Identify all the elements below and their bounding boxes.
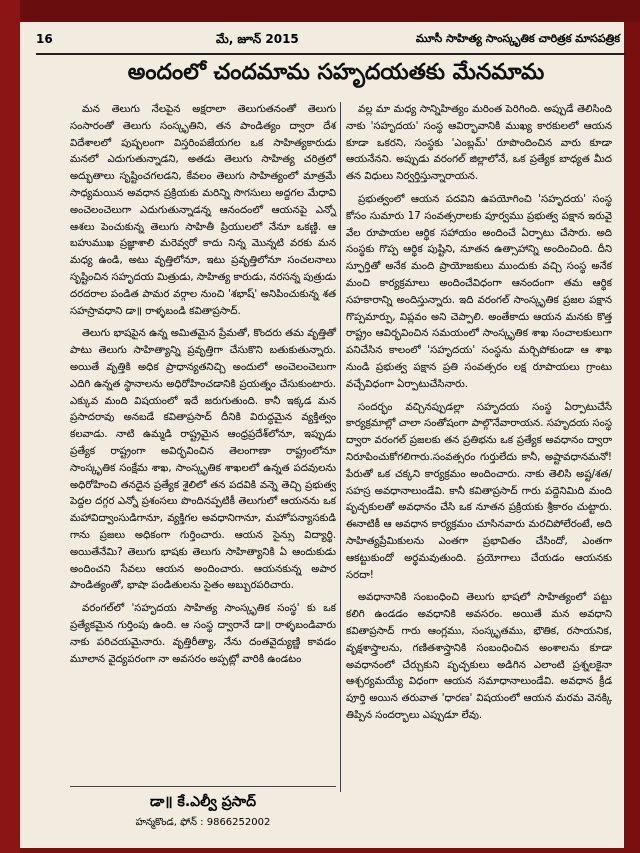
page-number: 16 <box>36 32 53 46</box>
magazine-name: మూసీ సాహిత్య సాంస్కృతిక చారిత్రక మాసపత్రిక <box>415 32 620 45</box>
article-title: అందంలో చందమామ సహృదయతకు మేనమామ <box>127 60 545 85</box>
author-rule <box>70 786 336 787</box>
author-name: డా॥ కే.ఎల్వీ ప్రసాద్ <box>150 794 256 810</box>
issue-date: మే, జూన్ 2015 <box>216 32 299 46</box>
author-place-phone: హన్మకొండ, ఫోన్ : 9866252002 <box>135 817 271 828</box>
paragraph: సందర్భం వచ్చినప్పుడల్లా సహృదయ సంస్థ ఏర్పాటుచేసే కార్యక్రమాల్లో చాలా సంతోషంగా పాల్గొనేవారాయన. సహృదయ సంస్థ ద్వారా వరంగల్ ప్రజలకు తన ప్రతిభను ఒక ప్రత్యేక అవధానం ద్వారా నిరూపించుకోగలిగారు.సంవత్సరం గుర్తులేదు కానీ, అష్టావధానమనో! పేరుతో ఒక చక్కని కార్యక్రమం అందించారు. నాకు తెలిసి అష్ట/శత/సహస్ర అవధానాలుండేవి. కానీ కవితాప్రసాద్ గారు పద్దెనిమిది మంది పృచ్ఛకులతో అవధానం చేసి ఒక నూతన ప్రక్రియకు శ్రీకారం చుట్టారు. ఈనాటికీ ఆ అవధాన కార్యక్రమం చూసినవారు మరచిపోలేరంటే, అది సాహిత్యప్రేమికులను ఎంతగా ప్రభావితం చేసిందో, ఎంతగా ఆకట్టుకుందో అర్థమవుతుంది. ప్రయోగాలు చేయడం ఆయనకు సరదా! <box>346 401 612 581</box>
header-rule <box>36 53 626 55</box>
paragraph: వల్ల మా మధ్య సాన్నిహిత్యం మరింత పెరిగింది. అప్పుడే తెలిసింది నాకు 'సహృదయ' సంస్థ ఆవిర్భావానికి ముఖ్య కారకులలో ఆయన కూడా ఒకరని, సంస్థకు 'ఎంబ్లమ్' రూపొందించిన వారు కూడా ఆయనేనని. అప్పుడు వరంగల్ జిల్లాలోనే, ఒక ప్రత్యేక బాధ్యత మీద తన విధులు నిర్వర్తిస్తున్నారాయన. <box>346 104 612 183</box>
page-top-edge <box>0 0 640 22</box>
paragraph: మన తెలుగు నేలపైన అక్షరాలా తెలుగుతనంతో తెలుగు సంసారంతో తెలుగు సంస్కృతిని, తన పాండిత్యం ద్వారా దేశ విదేశాలలో పుష్పలంగా విస్తరింపజేయగల ఒక సాహిత్యకారుడు మనలో ఎదుగుతున్నాడని, అతడు తెలుగు సాహిత్య చరిత్రలో అద్భుతాలు సృష్టించగలడని, కేవలం తెలుగు సాహిత్యంలో మాత్రమే సాధ్యమయిన అవధాన ప్రక్రియకు మరిన్ని సొగసులు అద్దగల మేధావి అంచెలంచెలుగా ఎదుగుతున్నాడన్న ఆనందంలో ఆయనపై ఎన్నో ఆశలు పెంచుకున్న తెలుగు సాహితీ ప్రియులలో నేనూ ఒకణ్ణి. ఆ బహుముఖ ప్రజ్ఞాశాలి మరెవ్వరో కాదు నిన్న మొన్నటి వరకు మన మధ్య ఉండి, అటు వృత్తిలోనూ, ఇటు ప్రవృత్తిలోనూ సంచలనాలు సృష్టించిన సహృదయ మిత్రుడు, సాహిత్య కారుడు, నరసన్న పుత్రుడు దరదరాల పండిత పామర వర్గాల నుంచి 'శభాష్' అనిపించుకున్న శత సహస్రావధాని డా॥ రాళ్ళబండి కవితాప్రసాద్. <box>70 104 336 317</box>
article-column-left <box>70 102 336 674</box>
paragraph: తెలుగు భాషపైన ఉన్న అమితమైన ప్రేమతో, కొందరు తమ వృత్తితో పాటు తెలుగు సాహిత్యాన్ని ప్రవృత్తిగా చేసుకొని బతుకుతున్నారు. అయితే వృత్తికి అధిక ప్రాధాన్యతనిచ్చి అందులో అంచెలంచెలుగా ఎదిగి ఉన్నత స్థానాలను అధిరోహించడానికి ప్రయత్నం చేసుకుంటారు. ఎక్కువ మంది విషయంలో ఇదే జరుగుతుంది. కానీ ఇక్కడ మన ప్రసాదరావు అనబడే కవితాప్రసాద్ దీనికి విరుద్ధమైన వ్యక్తిత్వం కలవాడు. నాటి ఉమ్మడి రాష్ట్రమైన ఆంధ్రప్రదేశ్‌లోనూ, ఇప్పుడు ప్రత్యేక రాష్ట్రంగా అవిర్భవించిన తెలంగాణా రాష్ట్రంలోనూ సాంస్కృతిక సంక్షేమ శాఖ, సాంస్కృతిక శాఖలలో ఉన్నత పదవులను అధిరోహించి తనదైన ప్రత్యేక శైలిలో తన పదవికి వన్నె తెచ్చి ప్రభుత్వ పెద్దల దగ్గర ఎన్నో ప్రశంసలు పొందినప్పటికీ తెలుగులో ఆయనను ఒక మహావిద్వాంసుడిగానూ, వ్యక్తిగల అవధానిగానూ, మహోపన్యాసకుడి గాను ప్రజలు అధికంగా గుర్తించారు. ఆయన సైన్సు విద్యార్థి. అయితేనేమి? తెలుగు భాషకు తెలుగు సాహిత్యానికి ఏ ఆందుకుడు అందించని సేవలు ఆయన అందించారు. ఆయనకున్న అపార పాండిత్యంతో, భాషా పండితులను సైతం అబ్బురపరిచారు. <box>70 328 336 592</box>
page-header <box>36 32 626 52</box>
paragraph: అవధానానికి సంబంధించి తెలుగు భాషలో సాహిత్యంలో పట్టు కలిగి ఉండడం అవధానికి అవసరం. అయితే మన అవధాని కవితాప్రసాద్ గారు ఆంగ్లము, సంస్కృతము, భౌతిక, రసాయనిక, వృక్షశాస్త్రాలను, గణితశాస్త్రానికి సంబంధించిన అంశాలను కూడా అవధానంలో చేర్చుకుని పృచ్ఛకులు అడిగిన ఎలాంటి ప్రశ్నలకైనా ఆశ్చర్యమయ్యే విధంగా ఆయన సమాధానాలుండేవి. అవధాన క్రీడ పూర్తి అయిన తరువాత 'ధారణ' విషయంలో ఆయన మరమ వెనక్కి తిప్పిన సందర్భాలు ఎప్పుడూ లేవు. <box>346 592 612 721</box>
column-divider <box>340 102 341 792</box>
page-left-edge <box>0 0 20 853</box>
paragraph: ప్రభుత్వంలో ఆయన పదవిని ఉపయోగించి 'సహృదయ' సంస్థ కోసం సుమారు 17 సంవత్సరాలకు పూర్వము ప్రభుత్వ పక్షాన ఇరువై వేల రూపాయల ఆర్థిక సహాయం అందించే ఏర్పాటు చేసారు. అది సంస్థకు గొప్ప ఆర్థిక పుష్టిని, నూతన ఉత్సాహాన్ని అందించింది. దీని స్ఫూర్తితో అనేక మంది ప్రాయోజకులు ముందుకు వచ్చి సంస్థ అనేక మంచి కార్యక్రమాలు అందించేవిధంగా ఆనందంగా తమ ఆర్థిక సహకారాన్ని అందిస్తున్నారు. ఇది వరంగల్ సాంస్కృతిక ప్రజల పక్షాన గొప్పమార్పు, విప్లవం అని చెప్పాలి. అంతేకాదు ఆయన మనకు కొత్త రాష్ట్రం ఆవిర్భవించిన సమయంలో సాంస్కృతిక శాఖ సంచాలకులుగా పనిచేసిన కాలంలో 'సహృదయ' సంస్థను మర్చిపోకుండా ఆ శాఖ నుండి ప్రభుత్వ పక్షాన ప్రతి సంవత్సరం లక్ష రూపాయలు గ్రాంటు వచ్చేవిధంగా ఏర్పాటుచేసినారు. <box>346 193 612 390</box>
paragraph: వరంగల్‌లో 'సహృదయ సాహిత్య సాంస్కృతిక సంస్థ' కు ఒక ప్రత్యేకమైన గుర్తింపు ఉంది. ఆ సంస్థ ద్వారానే డా॥ రాళ్ళబండివారు నాకు పరిచయమైనారు. వృత్తిరీత్యా, నేను దంతవైద్యుణ్ణి కావడం మూలాన వైద్యపరంగా నా అవసరం అప్పట్లో వారికి ఉండటం <box>70 603 336 665</box>
article-column-right <box>346 102 612 731</box>
